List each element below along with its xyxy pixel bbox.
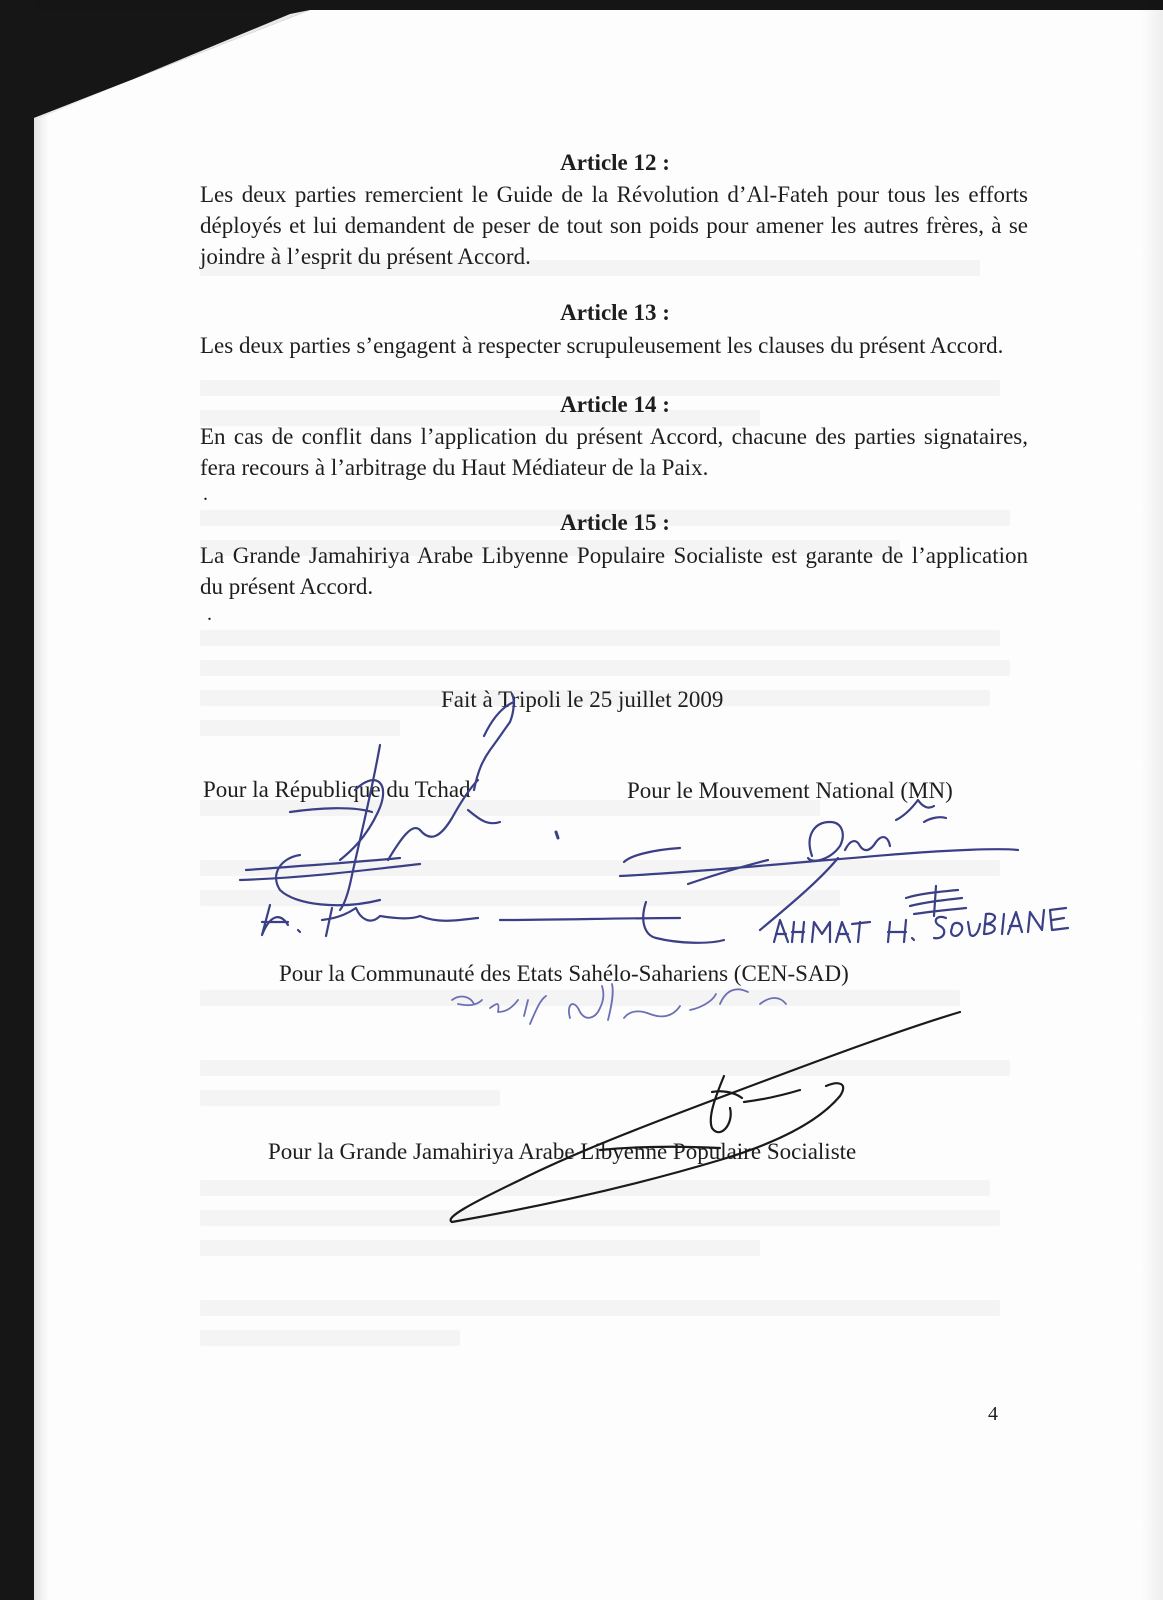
article-15-text: La Grande Jamahiriya Arabe Libyenne Populaire Socialiste est garante de l’application du présent Accord. xyxy=(200,543,1028,599)
separator-dot: . xyxy=(207,603,212,625)
signatory-mn: Pour le Mouvement National (MN) xyxy=(627,778,953,803)
article-15-heading: Article 15 : xyxy=(560,510,670,535)
article-13-heading: Article 13 : xyxy=(560,300,670,325)
article-12-heading: Article 12 : xyxy=(560,150,670,175)
page-number: 4 xyxy=(988,1403,998,1425)
page-shadow xyxy=(34,10,48,1600)
signatory-tchad: Pour la République du Tchad xyxy=(203,777,471,802)
page-right-edge xyxy=(1141,0,1163,1600)
article-14-heading: Article 14 : xyxy=(560,392,670,417)
article-13-text: Les deux parties s’engagent à respecter scrupuleusement les clauses du présent Accord. xyxy=(200,333,1004,358)
scan-border-left xyxy=(0,0,34,1600)
signatory-libya: Pour la Grande Jamahiriya Arabe Libyenne Populaire Socialiste xyxy=(268,1139,857,1164)
signatory-censad: Pour la Communauté des Etats Sahélo-Sahariens (CEN-SAD) xyxy=(279,961,849,986)
article-12-text: Les deux parties remercient le Guide de la Révolution d’Al-Fateh pour tous les efforts déployés et lui demandent de peser de tout son poids pour amener les autres frères, à se joindre à l’esprit du présent Accord. xyxy=(200,182,1028,269)
separator-dot: . xyxy=(203,483,208,505)
scan-border-top xyxy=(0,0,1163,10)
article-14-text: En cas de conflit dans l’application du présent Accord, chacune des parties signataires, fera recours à l’arbitrage du Haut Médiateur de la Paix. xyxy=(200,424,1028,480)
place-date: Fait à Tripoli le 25 juillet 2009 xyxy=(441,687,724,712)
